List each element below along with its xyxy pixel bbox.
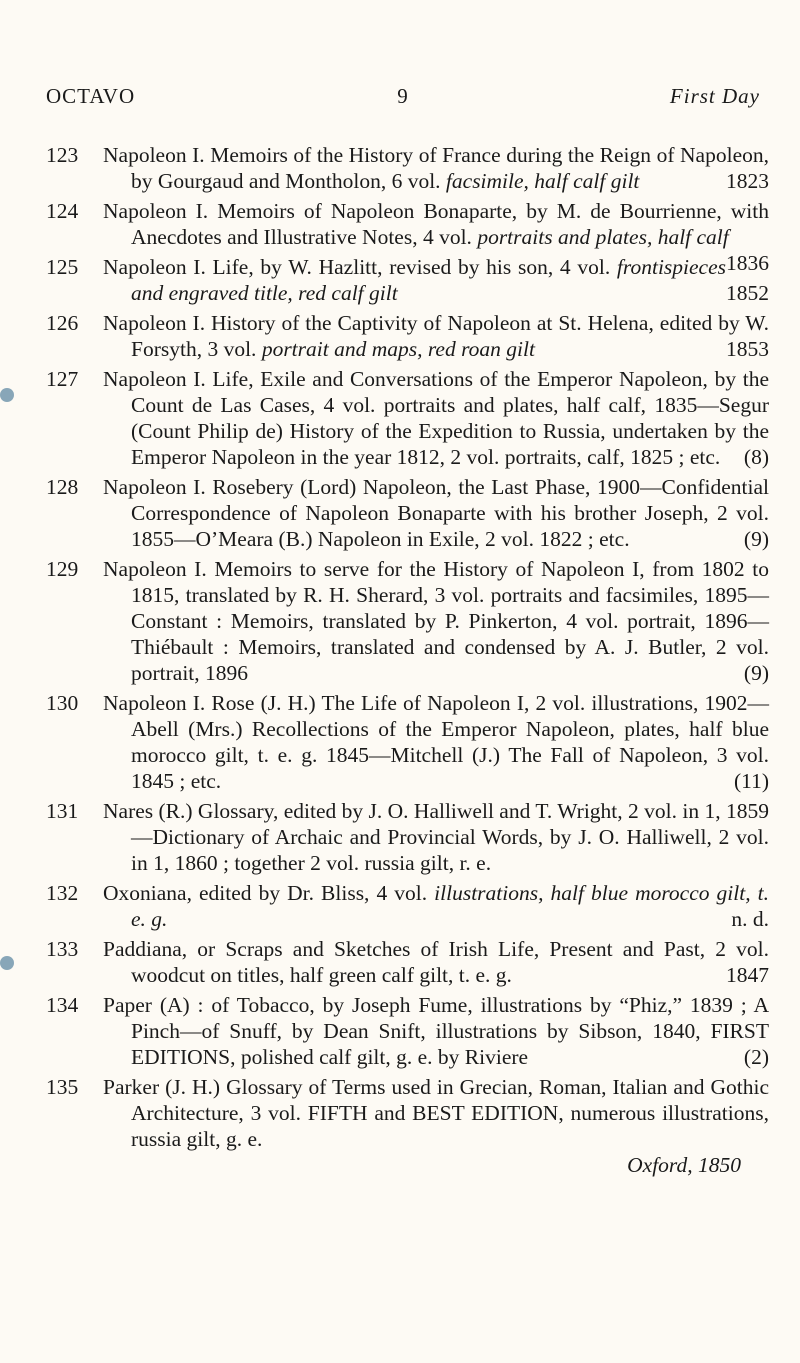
lot-number: 128 <box>46 475 79 499</box>
lot-number: 133 <box>46 937 79 961</box>
catalogue-entry <box>0 142 800 194</box>
catalogue-entry <box>0 366 800 470</box>
lot-text: Napoleon I. Memoirs to serve for the History of Napoleon I, from 1802 to 1815, translated by R. H. Sherard, 3 vol. portraits and facsimiles, 1895—Constant : Memoirs, translated by P. Pinkerton, 4 vol. portrait, 1896—Thiébault : Memoirs, translated and condensed by A. J. Butler, 2 vol. portrait, 1896 <box>103 557 769 685</box>
lot-number: 134 <box>46 993 79 1017</box>
catalogue-entries <box>0 142 800 1182</box>
lot-number: 126 <box>46 311 79 335</box>
lot-binding: illustrations, half blue morocco gilt, t. e. g. <box>131 881 769 931</box>
catalogue-entry <box>0 474 800 552</box>
lot-date-or-count: 1853 <box>726 337 769 361</box>
lot-text: Oxoniana, edited by Dr. Bliss, 4 vol. <box>103 881 435 905</box>
lot-description <box>103 1074 769 1152</box>
lot-description <box>103 880 769 932</box>
lot-text: Napoleon I. History of the Captivity of Napoleon at St. Helena, edited by W. Forsyth, 3 vol. <box>103 311 769 361</box>
lot-description <box>103 142 769 194</box>
lot-text: Napoleon I. Memoirs of Napoleon Bonaparte, by M. de Bourrienne, with Anecdotes and Illustrative Notes, 4 vol. <box>103 199 769 249</box>
lot-description <box>103 366 769 470</box>
lot-text: Napoleon I. Memoirs of the History of France during the Reign of Napoleon, by Gourgaud and Montholon, 6 vol. <box>103 143 769 193</box>
lot-date-or-count: (8) <box>743 445 769 469</box>
catalogue-entry <box>0 310 800 362</box>
lot-description <box>103 690 769 794</box>
lot-description <box>103 556 769 686</box>
lot-number: 131 <box>46 799 79 823</box>
catalogue-entry <box>0 798 800 876</box>
catalogue-entry <box>0 880 800 932</box>
lot-description <box>103 992 769 1070</box>
catalogue-entry <box>0 1074 800 1178</box>
lot-date-or-count: (9) <box>743 527 769 551</box>
lot-date-or-count: (11) <box>733 769 769 793</box>
page-header <box>46 84 760 114</box>
lot-text: Napoleon I. Life, Exile and Conversations of the Emperor Napoleon, by the Count de Las Cases, 4 vol. portraits and plates, half calf, 1835—Segur (Count Philip de) History of the Expedition to Russia, undertaken by the Emperor Napoleon in the year 1812, 2 vol. portraits, calf, 1825 ; etc. <box>103 367 769 469</box>
lot-date-or-count: 1823 <box>726 169 769 193</box>
catalogue-entry <box>0 690 800 794</box>
lot-binding: portrait and maps, red roan gilt <box>261 337 535 361</box>
lot-number: 132 <box>46 881 79 905</box>
lot-number: 129 <box>46 557 79 581</box>
lot-date-or-count: 1847 <box>726 963 769 987</box>
lot-number: 130 <box>46 691 79 715</box>
lot-description <box>103 310 769 362</box>
catalogue-entry <box>0 556 800 686</box>
lot-description <box>103 798 769 876</box>
lot-number: 135 <box>46 1075 79 1099</box>
lot-text: Nares (R.) Glossary, edited by J. O. Halliwell and T. Wright, 2 vol. in 1, 1859—Dictionary of Archaic and Provincial Words, by J. O. Halliwell, 2 vol. in 1, 1860 ; together 2 vol. russia gilt, r. e. <box>103 799 769 875</box>
lot-description <box>103 936 769 988</box>
lot-binding: facsimile, half calf gilt <box>445 169 640 193</box>
lot-binding: frontispieces and engraved title, red calf gilt <box>131 255 726 305</box>
lot-text: Paddiana, or Scraps and Sketches of Irish Life, Present and Past, 2 vol. woodcut on titles, half green calf gilt, t. e. g. <box>103 937 769 987</box>
lot-number: 124 <box>46 199 79 223</box>
lot-text: Parker (J. H.) Glossary of Terms used in Grecian, Roman, Italian and Gothic Architecture, 3 vol. FIFTH and BEST EDITION, numerous illustrations, russia gilt, g. e. <box>103 1075 769 1151</box>
catalogue-entry <box>0 254 800 306</box>
lot-date-or-count: n. d. <box>731 907 769 931</box>
lot-binding: portraits and plates, half calf <box>477 225 729 249</box>
header-format: OCTAVO <box>46 84 136 108</box>
catalogue-entry <box>0 936 800 988</box>
lot-number: 127 <box>46 367 79 391</box>
lot-date-or-count: (9) <box>743 661 769 685</box>
lot-date-or-count: 1836 <box>726 251 769 275</box>
lot-description <box>103 474 769 552</box>
lot-text: Napoleon I. Life, by W. Hazlitt, revised by his son, 4 vol. <box>103 255 617 279</box>
lot-number: 123 <box>46 143 79 167</box>
lot-text: Napoleon I. Rose (J. H.) The Life of Napoleon I, 2 vol. illustrations, 1902—Abell (Mrs.) Recollections of the Emperor Napoleon, plates, half blue morocco gilt, t. e. g. 1845—Mitchell (J.) The Fall of Napoleon, 3 vol. 1845 ; etc. <box>103 691 769 793</box>
catalogue-entry <box>0 992 800 1070</box>
lot-imprint: Oxford, 1850 <box>627 1153 741 1177</box>
header-day: First Day <box>669 84 760 108</box>
lot-number: 125 <box>46 255 79 279</box>
lot-text: Napoleon I. Rosebery (Lord) Napoleon, the Last Phase, 1900—Confidential Correspondence of Napoleon Bonaparte with his brother Joseph, 2 vol. 1855—O’Meara (B.) Napoleon in Exile, 2 vol. 1822 ; etc. <box>103 475 769 551</box>
lot-date-or-count: (2) <box>743 1045 769 1069</box>
lot-description <box>103 254 769 306</box>
lot-text: Paper (A) : of Tobacco, by Joseph Fume, illustrations by “Phiz,” 1839 ; A Pinch—of Snuff, by Dean Snift, illustrations by Sibson, 1840, FIRST EDITIONS, polished calf gilt, g. e. by Riviere <box>103 993 769 1069</box>
lot-date-or-count: 1852 <box>726 281 769 305</box>
page-number: 9 <box>397 84 409 108</box>
